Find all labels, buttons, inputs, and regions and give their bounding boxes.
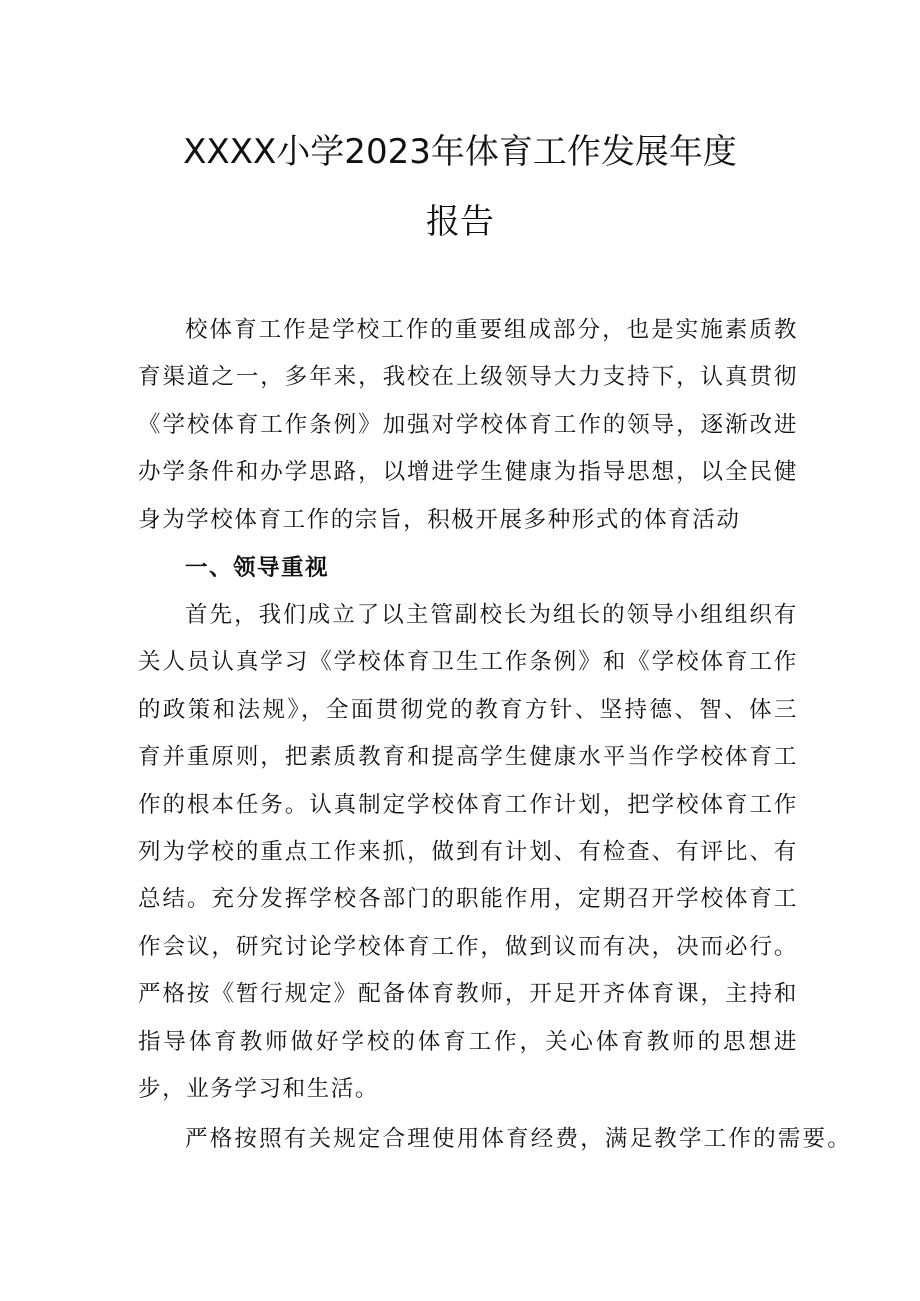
document-title-line1: XXXX小学2023年体育工作发展年度 xyxy=(183,132,737,172)
section-heading-leadership: 一、领导重视 xyxy=(185,555,330,581)
paragraph-leadership: 首先，我们成立了以主管副校长为组长的领导小组组织有关人员认真学习《学校体育卫生工作条例》和《学校体育工作的政策和法规》，全面贯彻党的教育方针、坚持德、智、体三育并重原则，把素质教育和提高学生健康水平当作学校体育工作的根本任务。认真制定学校体育工作计划，把学校体育工作列为学校的重点工作来抓，做到有计划、有检查、有评比、有总结。充分发挥学校各部门的职能作用，定期召开学校体育工作会议，研究讨论学校体育工作，做到议而有决，决而必行。严格按《暂行规定》配备体育教师，开足开齐体育课，主持和指导体育教师做好学校的体育工作，关心体育教师的思想进步，业务学习和生活。 xyxy=(138,602,798,1103)
paragraph-funding: 严格按照有关规定合理使用体育经费，满足教学工作的需要。 xyxy=(185,1126,852,1152)
paragraph-intro: 校体育工作是学校工作的重要组成部分，也是实施素质教育渠道之一，多年来，我校在上级领导大力支持下，认真贯彻《学校体育工作条例》加强对学校体育工作的领导，逐渐改进办学条件和办学思路，以增进学生健康为指导思想，以全民健身为学校体育工作的宗旨，积极开展多种形式的体育活动 xyxy=(138,317,798,533)
document-title-line2: 报告 xyxy=(426,202,494,242)
